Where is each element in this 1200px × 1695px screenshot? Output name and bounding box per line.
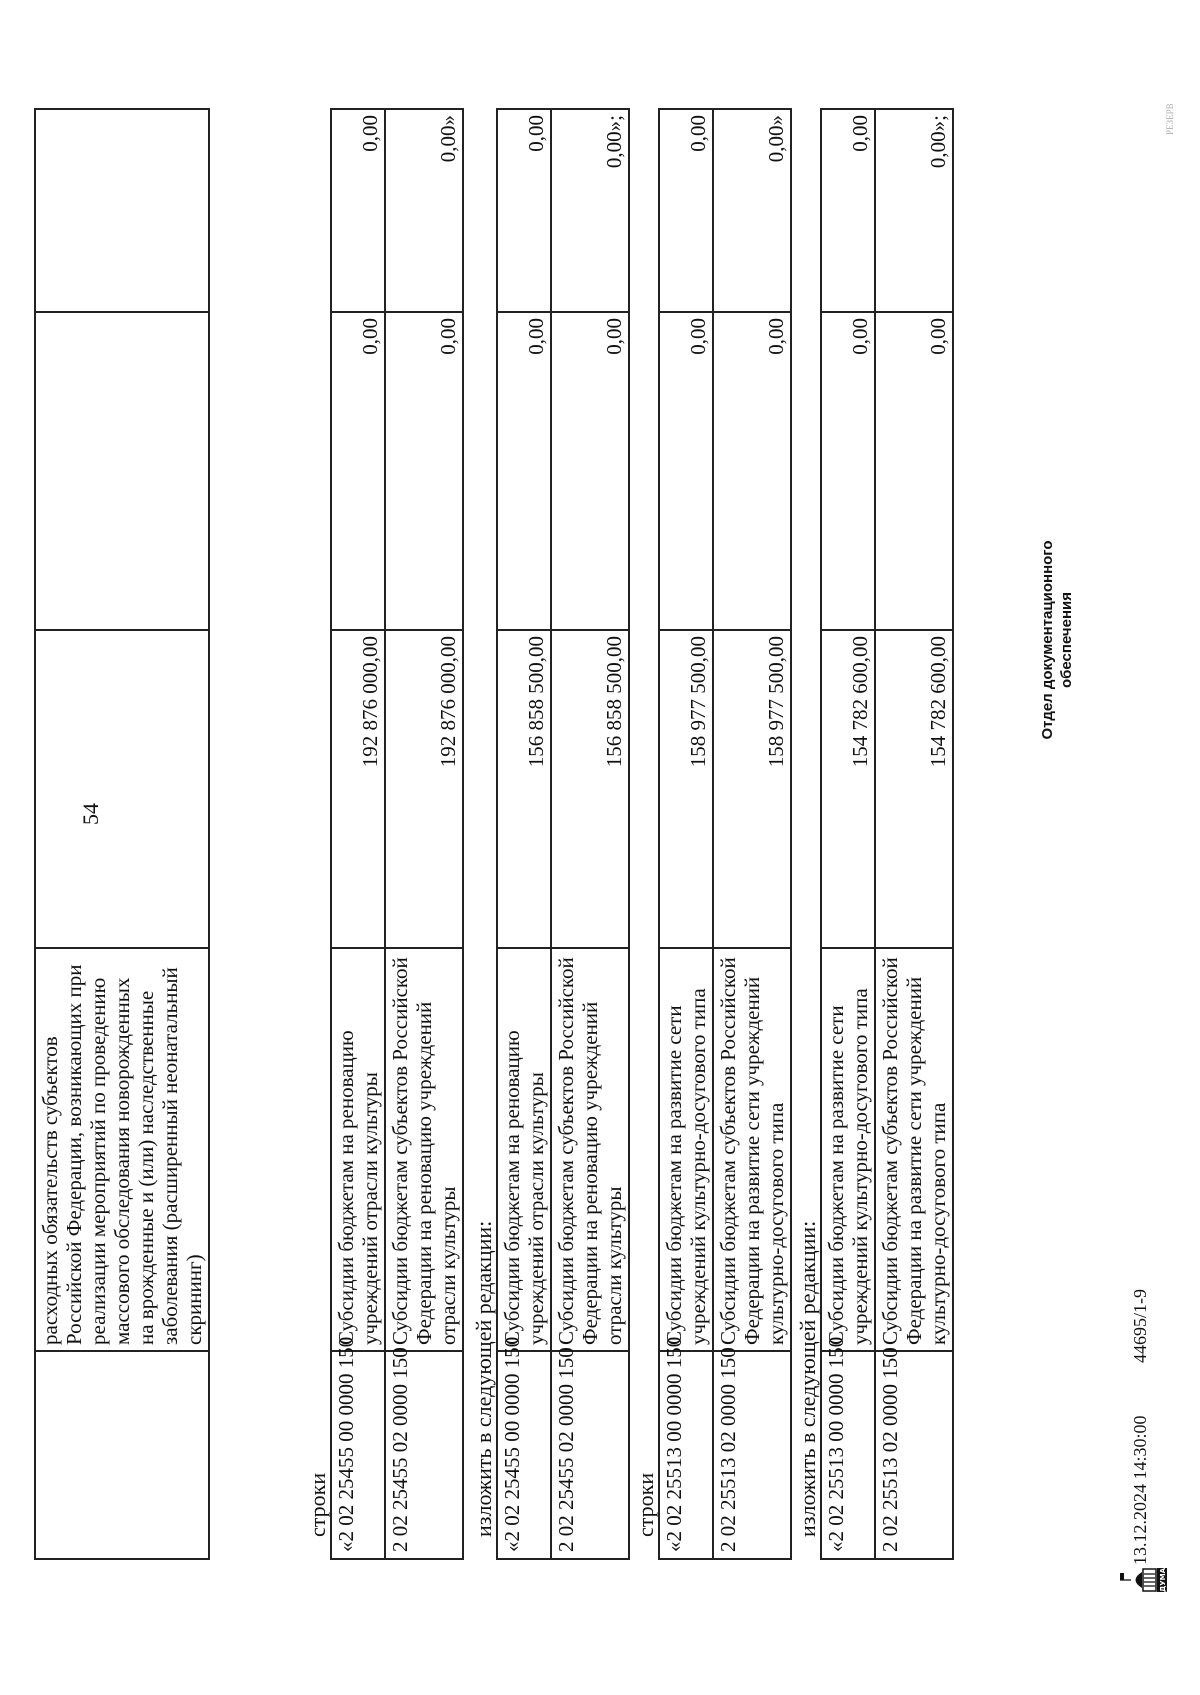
code-cell: 2 02 25513 02 0000 150 <box>875 1351 953 1559</box>
table-block-1 <box>330 108 464 1560</box>
name-cell: Субсидии бюджетам субъектов Российской Федерации на развитие сети учреждений культурно-досугового типа <box>875 948 953 1351</box>
amount-cell: 158 977 500,00 <box>713 630 791 948</box>
amount-cell: 0,00 <box>821 312 875 630</box>
code-cell-empty <box>35 1351 209 1559</box>
value-cell-empty <box>35 109 209 312</box>
label-stroki: строки <box>305 1472 330 1537</box>
label-izlozhit: изложить в следующей редакции: <box>795 1220 820 1537</box>
name-cell: Субсидии бюджетам на реновацию учреждений отрасли культуры <box>331 948 385 1351</box>
table-block-3 <box>658 108 792 1560</box>
label-izlozhit: изложить в следующей редакции: <box>471 1220 496 1537</box>
stamp-line: обеспечения <box>1058 591 1075 689</box>
code-cell: «2 02 25513 00 0000 150 <box>821 1351 875 1559</box>
department-stamp <box>1038 510 1076 770</box>
amount-cell: 0,00»; <box>875 109 953 312</box>
table-row <box>35 109 209 1559</box>
table-row <box>497 109 551 1559</box>
table-row <box>713 109 791 1559</box>
table-row <box>385 109 463 1559</box>
amount-cell: 0,00 <box>331 312 385 630</box>
name-cell: Субсидии бюджетам субъектов Российской Федерации на реновацию учреждений отрасли культуры <box>551 948 629 1351</box>
value-cell-empty <box>35 630 209 948</box>
amount-cell: 0,00» <box>713 109 791 312</box>
registration-datetime: 13.12.2024 14:30:00 <box>1130 1415 1150 1565</box>
code-cell: «2 02 25513 00 0000 150 <box>659 1351 713 1559</box>
value-cell-empty <box>35 312 209 630</box>
table-block-4 <box>820 108 954 1560</box>
amount-cell: 0,00 <box>497 312 551 630</box>
footer-meta <box>1130 1241 1151 1565</box>
amount-cell: 0,00 <box>331 109 385 312</box>
amount-cell: 0,00 <box>385 312 463 630</box>
amount-cell: 0,00 <box>659 109 713 312</box>
amount-cell: 154 782 600,00 <box>875 630 953 948</box>
description-cell: расходных обязательств субъектов Российской Федерации, возникающих при реализации мероприятий по проведению массового обследования новорожденных на врожденные и (или) наследственные заболевания (расширенный неонатальный скрининг) <box>35 948 209 1351</box>
amount-cell: 0,00 <box>821 109 875 312</box>
logo-text: ДУМА <box>1159 1567 1167 1593</box>
amount-cell: 0,00 <box>551 312 629 630</box>
name-cell: Субсидии бюджетам на развитие сети учреждений культурно-досугового типа <box>821 948 875 1351</box>
table-row <box>331 109 385 1559</box>
amount-cell: 192 876 000,00 <box>331 630 385 948</box>
code-cell: 2 02 25455 02 0000 150 <box>385 1351 463 1559</box>
amount-cell: 154 782 600,00 <box>821 630 875 948</box>
table-row <box>659 109 713 1559</box>
name-cell: Субсидии бюджетам на реновацию учреждений отрасли культуры <box>497 948 551 1351</box>
document-number: 44695/1-9 <box>1130 1288 1150 1363</box>
amount-cell: 156 858 500,00 <box>497 630 551 948</box>
amount-cell: 0,00 <box>875 312 953 630</box>
page-number: 54 <box>78 803 103 825</box>
name-cell: Субсидии бюджетам субъектов Российской Федерации на развитие сети учреждений культурно-досугового типа <box>713 948 791 1351</box>
amount-cell: 156 858 500,00 <box>551 630 629 948</box>
stamp-line: Отдел документационного <box>1039 540 1056 740</box>
scan-mark: РЕЗЕРВ <box>1165 103 1175 135</box>
amount-cell: 0,00 <box>659 312 713 630</box>
table-block-2 <box>496 108 630 1560</box>
code-cell: «2 02 25455 00 0000 150 <box>497 1351 551 1559</box>
amount-cell: 158 977 500,00 <box>659 630 713 948</box>
amount-cell: 0,00» <box>385 109 463 312</box>
table-row <box>551 109 629 1559</box>
name-cell: Субсидии бюджетам на развитие сети учреждений культурно-досугового типа <box>659 948 713 1351</box>
duma-logo-icon <box>1117 1565 1169 1595</box>
code-cell: 2 02 25513 02 0000 150 <box>713 1351 791 1559</box>
table-row <box>875 109 953 1559</box>
label-stroki: строки <box>633 1472 658 1537</box>
name-cell: Субсидии бюджетам субъектов Российской Федерации на реновацию учреждений отрасли культуры <box>385 948 463 1351</box>
amount-cell: 0,00 <box>497 109 551 312</box>
amount-cell: 0,00»; <box>551 109 629 312</box>
amount-cell: 192 876 000,00 <box>385 630 463 948</box>
code-cell: 2 02 25455 02 0000 150 <box>551 1351 629 1559</box>
amount-cell: 0,00 <box>713 312 791 630</box>
code-cell: «2 02 25455 00 0000 150 <box>331 1351 385 1559</box>
table-row <box>821 109 875 1559</box>
table-continuation <box>34 108 210 1560</box>
